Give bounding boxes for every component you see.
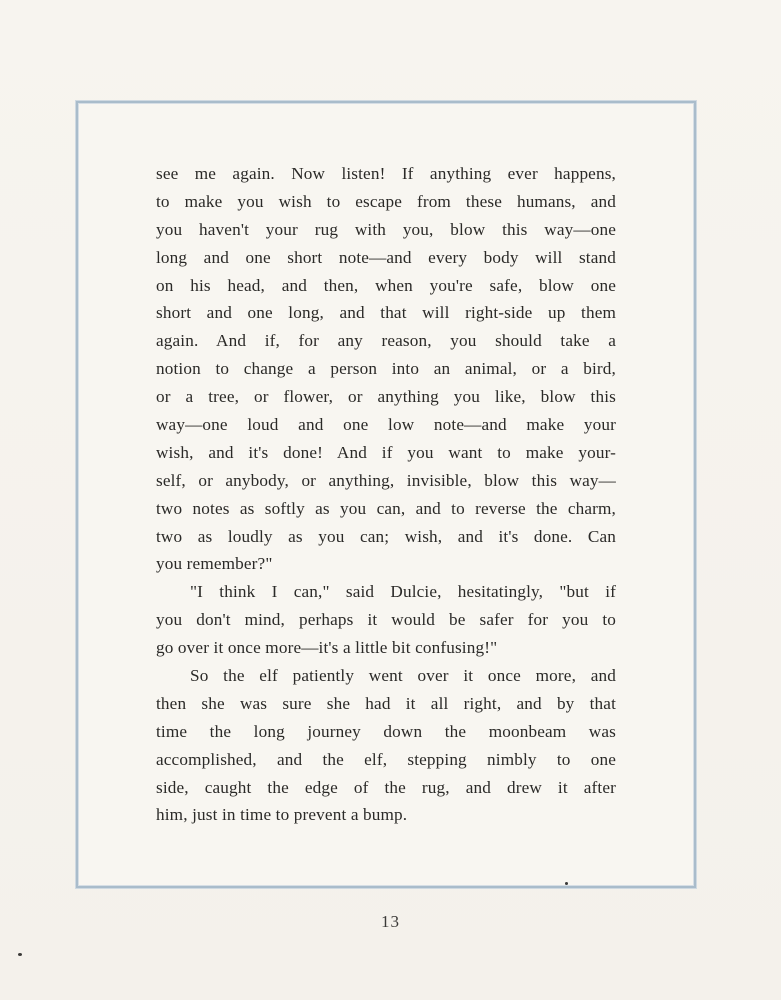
text-line: way—one loud and one low note—and make your [156, 415, 616, 435]
text-line: you haven't your rug with you, blow this way—one [156, 219, 616, 239]
ink-speck [18, 953, 22, 956]
text-line: short and one long, and that will right-side up them [156, 303, 616, 323]
text-line: accomplished, and the elf, stepping nimbly to one [156, 749, 616, 769]
text-line: So the elf patiently went over it once more, and [190, 666, 616, 686]
text-line: self, or anybody, or anything, invisible, blow this way— [156, 470, 616, 490]
text-line: wish, and it's done! And if you want to make your- [156, 442, 616, 462]
text-line: two notes as softly as you can, and to reverse the charm, [156, 498, 616, 518]
text-line: side, caught the edge of the rug, and drew it after [156, 777, 616, 797]
page-number: 13 [381, 912, 400, 931]
text-line: long and one short note—and every body will stand [156, 247, 616, 267]
text-line: go over it once more—it's a little bit confusing!" [156, 638, 498, 658]
text-line: or a tree, or flower, or anything you like, blow this [156, 387, 616, 407]
text-line: see me again. Now listen! If anything ever happens, [156, 164, 616, 183]
ink-speck [565, 882, 568, 885]
text-line: to make you wish to escape from these humans, and [156, 191, 616, 211]
text-line: then she was sure she had it all right, and by that [156, 693, 616, 713]
text-line: "I think I can," said Dulcie, hesitatingly, "but if [190, 582, 616, 602]
text-line: on his head, and then, when you're safe, blow one [156, 275, 616, 295]
text-line: him, just in time to prevent a bump. [156, 805, 408, 825]
text-line: again. And if, for any reason, you should take a [156, 331, 616, 351]
text-line: notion to change a person into an animal, or a bird, [156, 359, 616, 379]
text-line: you don't mind, perhaps it would be safer for you to [156, 610, 616, 630]
text-line: two as loudly as you can; wish, and it's done. Can [156, 526, 616, 546]
text-line: you remember?" [156, 554, 273, 574]
body-text [156, 160, 616, 829]
text-line: time the long journey down the moonbeam was [156, 721, 616, 741]
